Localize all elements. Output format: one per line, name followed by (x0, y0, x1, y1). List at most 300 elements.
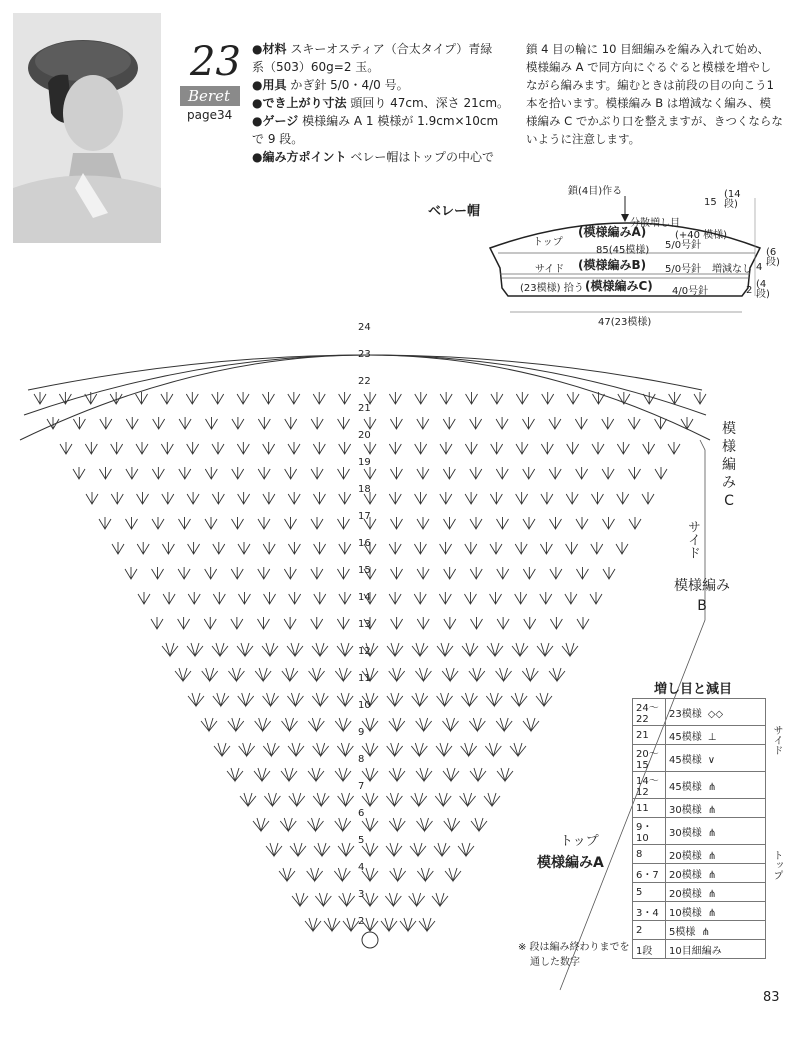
v-stitch (364, 467, 376, 479)
fan-stitch (389, 818, 405, 831)
fan-stitch (362, 843, 378, 856)
v-stitch (86, 492, 98, 504)
row-count-cell: 5模様 ⋔ (666, 921, 766, 940)
v-stitch (465, 492, 477, 504)
row-count-cell: 23模様 ◇◇ (666, 699, 766, 726)
pattern-c-line: 編み (722, 457, 736, 491)
fan-stitch (411, 793, 427, 806)
fan-stitch (411, 743, 427, 756)
fan-stitch (228, 718, 244, 731)
v-stitch (136, 442, 148, 454)
v-stitch (575, 417, 587, 429)
v-stitch (470, 567, 482, 579)
instruction-line: 模様編み A で同方向にぐるぐると模様を増やし (526, 60, 772, 74)
v-stitch (415, 492, 427, 504)
category-tag: Beret (180, 86, 240, 106)
spec-line: ●用具 かぎ針 5/0・4/0 号。 (252, 78, 409, 92)
v-stitch (213, 592, 225, 604)
v-stitch (100, 417, 112, 429)
fan-stitch (292, 893, 308, 906)
needle-5-b: 5/0号針 (665, 264, 702, 275)
fan-stitch (337, 743, 353, 756)
v-stitch (178, 617, 190, 629)
v-stitch (389, 592, 401, 604)
fan-stitch (255, 718, 271, 731)
v-stitch (497, 567, 509, 579)
v-stitch (232, 517, 244, 529)
v-stitch (417, 417, 429, 429)
row-number: 6 (358, 808, 365, 819)
v-stitch (491, 442, 503, 454)
v-stitch (313, 492, 325, 504)
row-number: 9 (358, 727, 365, 738)
row-number: 4 (358, 862, 365, 873)
fan-stitch (435, 793, 451, 806)
instruction-line: 鎖 4 目の輪に 10 目細編みを編み入れて始め、 (526, 42, 770, 56)
row-number: 23 (358, 349, 371, 360)
inc-table-row (633, 818, 766, 845)
fan-stitch (419, 918, 435, 931)
row-count-cell: 45模様 ⋔ (666, 772, 766, 799)
fan-stitch (343, 918, 359, 931)
fan-stitch (314, 843, 330, 856)
v-stitch (417, 617, 429, 629)
inc-table-row (633, 726, 766, 745)
fan-stitch (445, 868, 461, 881)
fan-stitch (315, 893, 331, 906)
footnote-line: ※ 段は編み終わりまでを (518, 942, 630, 953)
v-stitch (284, 567, 296, 579)
v-stitch (414, 542, 426, 554)
v-stitch (466, 392, 478, 404)
v-stitch (523, 517, 535, 529)
spec-line: ●でき上がり寸法 頭回り 47cm、深さ 21cm。 (252, 96, 510, 110)
row-number: 3 (358, 889, 365, 900)
v-stitch (443, 467, 455, 479)
v-stitch (284, 617, 296, 629)
v-stitch (550, 517, 562, 529)
v-stitch (490, 492, 502, 504)
row-number: 12 (358, 646, 371, 657)
v-stitch (111, 442, 123, 454)
v-stitch (516, 442, 528, 454)
pattern-b-line: 模様編み (674, 578, 730, 594)
row-range-cell: 11 (633, 799, 666, 818)
fan-stitch (434, 843, 450, 856)
v-stitch (339, 592, 351, 604)
top-count: 85(45模様) (596, 245, 650, 256)
v-stitch (238, 592, 250, 604)
spec-line: で 9 段。 (252, 132, 304, 146)
v-stitch (231, 567, 243, 579)
spec-line: ●材料 スキーオスティア（合太タイプ）青緑 (252, 42, 493, 56)
v-stitch (188, 592, 200, 604)
row-number: 10 (358, 700, 371, 711)
row-number: 18 (358, 484, 371, 495)
fan-stitch (460, 793, 476, 806)
v-stitch (112, 542, 124, 554)
v-stitch (311, 467, 323, 479)
fan-stitch (461, 743, 477, 756)
v-stitch (364, 442, 376, 454)
fan-stitch (432, 893, 448, 906)
v-stitch (162, 492, 174, 504)
fan-stitch-icon: ⋔ (707, 781, 717, 793)
fan-stitch (335, 668, 351, 681)
inc-count: (+40 模様) (675, 230, 728, 241)
fan-stitch (212, 643, 228, 656)
v-stitch (161, 442, 173, 454)
v-stitch (415, 392, 427, 404)
v-stitch (591, 492, 603, 504)
v-stitch (34, 392, 46, 404)
width-label: 47(23模様) (598, 317, 652, 328)
v-stitch (238, 542, 250, 554)
inc-table-row (633, 799, 766, 818)
v-stitch (137, 492, 149, 504)
spec-line: ●編み方ポイント ベレー帽はトップの中心で (252, 150, 494, 164)
v-stitch (497, 617, 509, 629)
row-number: 20 (358, 430, 371, 441)
fan-stitch (462, 643, 478, 656)
fan-stitch (253, 818, 269, 831)
fan-stitch (471, 818, 487, 831)
fan-stitch (412, 643, 428, 656)
v-stitch (314, 542, 326, 554)
v-stitch (642, 492, 654, 504)
v-stitch (591, 542, 603, 554)
v-stitch (540, 542, 552, 554)
row-range-cell: 1段 (633, 940, 666, 959)
row-number: 5 (358, 835, 365, 846)
v-stitch (390, 467, 402, 479)
v-stitch (541, 492, 553, 504)
row-count-cell: 20模様 ⋔ (666, 864, 766, 883)
inc-table-row (633, 902, 766, 921)
row-count-cell: 30模様 ⋔ (666, 818, 766, 845)
fan-stitch (487, 643, 503, 656)
v-stitch (263, 442, 275, 454)
v-stitch (490, 592, 502, 604)
v-stitch (151, 617, 163, 629)
v-stitch (205, 567, 217, 579)
v-stitch (288, 492, 300, 504)
rows-top: 15 (704, 197, 717, 208)
v-stitch (313, 442, 325, 454)
fan-stitch (187, 643, 203, 656)
fan-stitch (313, 793, 329, 806)
v-stitch (470, 417, 482, 429)
v-stitch (440, 392, 452, 404)
v-stitch (126, 517, 138, 529)
v-stitch (288, 542, 300, 554)
pickup-note: (23模様) 拾う (520, 283, 584, 294)
v-stitch (212, 392, 224, 404)
fan-stitch (309, 668, 325, 681)
v-stitch (440, 442, 452, 454)
fan-stitch (162, 643, 178, 656)
fan-stitch (305, 918, 321, 931)
v-stitch (179, 517, 191, 529)
v-stitch (153, 417, 165, 429)
inc-table-row (633, 883, 766, 902)
v-stitch (237, 442, 249, 454)
row-range-cell: 2 (633, 921, 666, 940)
pattern-b-line: B (697, 598, 707, 614)
fan-stitch (338, 843, 354, 856)
fan-stitch (496, 668, 512, 681)
fan-stitch (510, 743, 526, 756)
v-stitch (440, 542, 452, 554)
fan-stitch-icon: ⋔ (707, 907, 717, 919)
v-stitch (592, 392, 604, 404)
beret-model-illustration (13, 13, 161, 243)
v-stitch (550, 617, 562, 629)
rows-top-unit: (14段) (724, 189, 741, 210)
fan-stitch (386, 843, 402, 856)
v-stitch (618, 392, 630, 404)
fan-stitch (289, 793, 305, 806)
fan-stitch (287, 643, 303, 656)
inc-table-row (633, 745, 766, 772)
spec-line: ●ゲージ 模様編み A 1 模様が 1.9cm×10cm (252, 114, 499, 128)
rows-side: 4 (756, 262, 763, 273)
v-stitch (566, 492, 578, 504)
v-stitch (125, 567, 137, 579)
v-stitch (465, 442, 477, 454)
v-stitch (440, 492, 452, 504)
fan-stitch (389, 668, 405, 681)
leaf-stitch-icon: ◇◇ (707, 708, 724, 720)
fan-stitch (511, 693, 527, 706)
spec-line: 系（503）60g=2 玉。 (252, 60, 380, 74)
row-count-cell: 20模様 ⋔ (666, 845, 766, 864)
fan-stitch (334, 868, 350, 881)
inc-table-row (633, 845, 766, 864)
top-chart-label: トップ (560, 834, 599, 849)
v-stitch (523, 467, 535, 479)
fan-stitch (469, 718, 485, 731)
v-stitch (439, 592, 451, 604)
v-stitch (212, 492, 224, 504)
table-side-label: サイド (771, 725, 782, 755)
row-range-cell: 9・10 (633, 818, 666, 845)
v-stitch (629, 467, 641, 479)
fan-stitch (362, 743, 378, 756)
v-stitch (258, 417, 270, 429)
instruction-line: 本を拾います。模様編み B は増減なく編み、模 (526, 96, 771, 110)
v-stitch (178, 567, 190, 579)
v-stitch (264, 592, 276, 604)
v-stitch (391, 567, 403, 579)
instruction-line: 様編み C でかぶり口を整えますが、きつくならな (526, 114, 783, 128)
fan-stitch (263, 693, 279, 706)
inc-table-row (633, 699, 766, 726)
band-a-label: (模様編みA) (578, 225, 647, 239)
v-stitch (523, 567, 535, 579)
v-stitch (629, 517, 641, 529)
v-stitch (161, 392, 173, 404)
row-count-cell: 10目細編み (666, 940, 766, 959)
fan-stitch-icon: ⋔ (707, 888, 717, 900)
v-stitch (566, 542, 578, 554)
v-stitch (212, 442, 224, 454)
v-stitch (497, 517, 509, 529)
v-stitch (496, 417, 508, 429)
needle-5-a: 5/0号針 (665, 240, 702, 251)
v-stitch (205, 517, 217, 529)
fan-stitch (437, 643, 453, 656)
fan-stitch (385, 893, 401, 906)
fan-stitch (290, 843, 306, 856)
v-stitch (496, 467, 508, 479)
v-stitch (85, 442, 97, 454)
fan-stitch-icon: ⋔ (707, 869, 717, 881)
v-stitch (138, 592, 150, 604)
fan-stitch (237, 643, 253, 656)
v-stitch (391, 617, 403, 629)
fan-stitch-icon: ⋔ (701, 926, 710, 938)
v-stitch (137, 542, 149, 554)
fan-stitch (537, 643, 553, 656)
v-stitch (577, 617, 589, 629)
v-stitch (616, 542, 628, 554)
model-photo (13, 13, 161, 243)
fan-stitch (562, 643, 578, 656)
v-stitch (99, 517, 111, 529)
fan-stitch (282, 718, 298, 731)
v-stitch (516, 492, 528, 504)
fan-stitch (362, 718, 378, 731)
fan-stitch (362, 768, 378, 781)
v-stitch (186, 392, 198, 404)
row-number: 16 (358, 538, 371, 549)
instruction-line: いように注意します。 (526, 132, 641, 146)
spec-list (252, 40, 510, 166)
inc-table-row (633, 772, 766, 799)
fan-stitch (312, 693, 328, 706)
fan-stitch (444, 818, 460, 831)
fan-stitch (443, 718, 459, 731)
v-stitch (152, 467, 164, 479)
v-stitch (59, 392, 71, 404)
inc-dec-table (632, 698, 766, 959)
fan-stitch (175, 668, 191, 681)
v-stitch (576, 467, 588, 479)
inc-note: 分散増し目 (630, 218, 680, 229)
v-stitch (232, 417, 244, 429)
v-stitch (85, 392, 97, 404)
v-stitch (417, 467, 429, 479)
fan-stitch (512, 643, 528, 656)
fan-stitch (255, 668, 271, 681)
fan-stitch (239, 743, 255, 756)
v-stitch (443, 417, 455, 429)
needle-4: 4/0号針 (672, 286, 709, 297)
v-stitch (126, 467, 138, 479)
v-stitch (285, 517, 297, 529)
fan-stitch (417, 818, 433, 831)
fan-stitch (458, 843, 474, 856)
v-stitch (285, 417, 297, 429)
crochet-chart (0, 300, 720, 1000)
start-note: 鎖(4目)作る (568, 186, 623, 197)
v-stitch (444, 617, 456, 629)
start-ring (362, 932, 378, 948)
fan-stitch (313, 743, 329, 756)
v-stitch (339, 442, 351, 454)
v-stitch (187, 442, 199, 454)
v-stitch (590, 592, 602, 604)
fan-stitch-icon: ⋔ (707, 850, 717, 862)
v-stitch (152, 517, 164, 529)
v-stitch (602, 417, 614, 429)
v-stitch (515, 592, 527, 604)
footnote-line: 通した数字 (530, 957, 580, 968)
fan-stitch (263, 743, 279, 756)
v-stitch (541, 442, 553, 454)
fan-stitch (279, 868, 295, 881)
v-stitch (258, 517, 270, 529)
fan-stitch (362, 793, 378, 806)
pattern-c-line: 模様 (722, 421, 736, 455)
v-stitch (470, 467, 482, 479)
row-number: 8 (358, 754, 365, 765)
v-stitch (389, 442, 401, 454)
v-stitch (444, 517, 456, 529)
v-stitch (655, 467, 667, 479)
v-stitch (238, 492, 250, 504)
v-stitch (617, 492, 629, 504)
band-b-label: (模様編みB) (578, 258, 647, 272)
row-number: 14 (358, 592, 371, 603)
rows-band-unit: (4段) (756, 279, 770, 300)
v-stitch (338, 517, 350, 529)
v-stitch (162, 542, 174, 554)
fan-stitch (523, 718, 539, 731)
fan-stitch (337, 693, 353, 706)
inc-table-row (633, 864, 766, 883)
fan-stitch (287, 693, 303, 706)
v-stitch (550, 567, 562, 579)
row-number: 13 (358, 619, 371, 630)
fan-stitch (410, 843, 426, 856)
row-number: 15 (358, 565, 371, 576)
fan-stitch (415, 668, 431, 681)
v-stitch (206, 417, 218, 429)
fan-stitch (307, 868, 323, 881)
v-stitch (523, 417, 535, 429)
fan-stitch (362, 893, 378, 906)
v-stitch (232, 467, 244, 479)
fan-stitch (522, 668, 538, 681)
v-stitch (263, 492, 275, 504)
pattern-c-label (718, 420, 740, 510)
v-stitch (465, 542, 477, 554)
v-stitch (188, 542, 200, 554)
v-stitch (390, 417, 402, 429)
v-stitch (126, 417, 138, 429)
fan-stitch (400, 918, 416, 931)
v-stitch (136, 392, 148, 404)
v-stitch (311, 517, 323, 529)
fan-stitch (339, 893, 355, 906)
row-range-cell: 21 (633, 726, 666, 745)
fan-stitch (461, 693, 477, 706)
v-stitch (311, 617, 323, 629)
fan-stitch (288, 743, 304, 756)
v-stitch (603, 567, 615, 579)
